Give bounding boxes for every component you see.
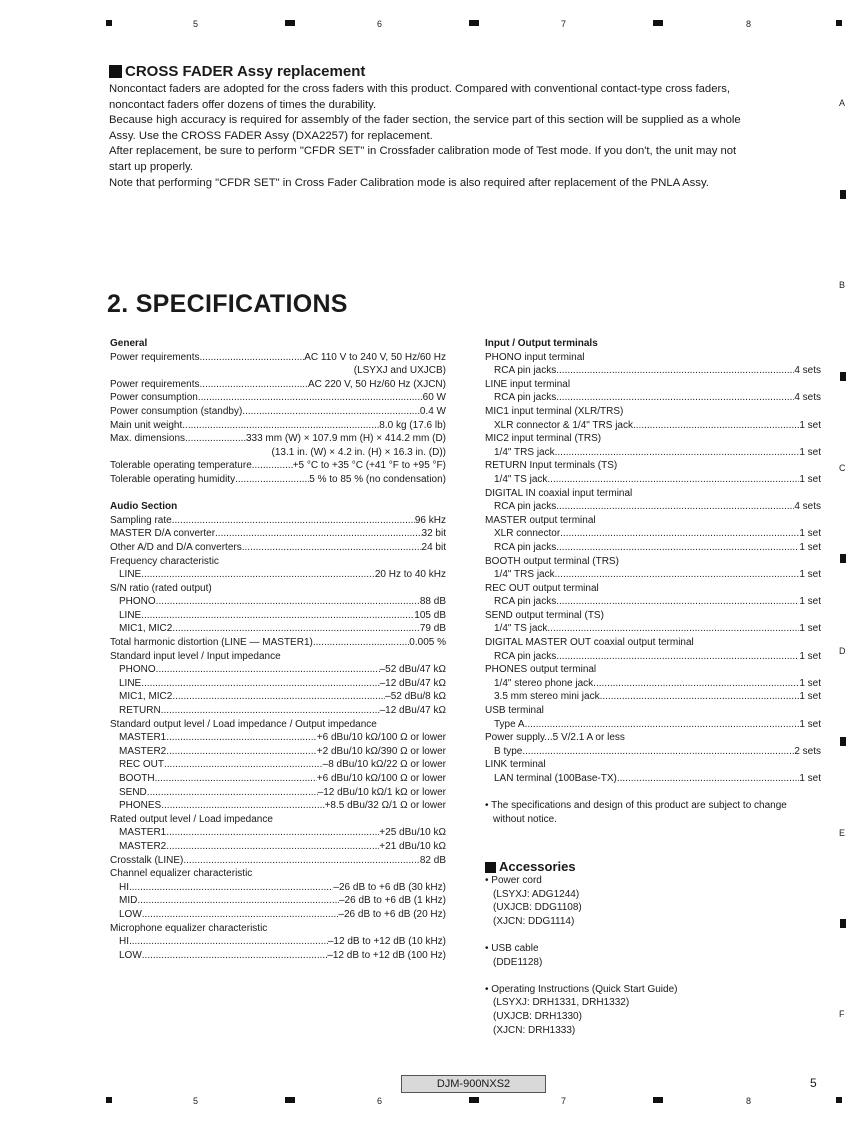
spec-row (110, 826, 446, 840)
spec-row (110, 677, 446, 691)
spec-value: 4 sets (794, 392, 821, 404)
spec-value: –12 dBu/47 kΩ (379, 705, 446, 717)
col-number: 8 (746, 19, 752, 29)
accessory-item (485, 874, 821, 928)
dot-leader (522, 745, 794, 759)
spec-row (110, 772, 446, 786)
spec-label: MASTER2 (119, 745, 167, 757)
spec-value: 4 sets (794, 501, 821, 513)
spec-row (110, 459, 446, 473)
dot-leader (556, 595, 799, 609)
dot-leader (593, 677, 799, 691)
col-number: 6 (377, 1096, 383, 1106)
spec-label: MASTER D/A converter (110, 528, 216, 540)
spec-value: AC 220 V, 50 Hz/60 Hz (XJCN) (307, 378, 446, 390)
dot-leader (556, 650, 799, 664)
spec-label: HI (119, 936, 129, 948)
spec-value: +5 °C to +35 °C (+41 °F to +95 °F) (292, 460, 446, 472)
spec-value: 1 set (799, 623, 821, 635)
spec-label: Power requirements (110, 378, 200, 390)
general-heading: General (110, 338, 148, 349)
spec-row (485, 690, 821, 704)
spec-row (110, 609, 446, 623)
spec-value: 0.005 % (409, 637, 446, 649)
spec-label: LINE (119, 609, 142, 621)
spec-subheading: SEND output terminal (TS) (485, 609, 604, 621)
page-title: 2. SPECIFICATIONS (107, 290, 348, 318)
spec-value: 82 dB (419, 854, 446, 866)
spec-subheading: MIC2 input terminal (TRS) (485, 433, 602, 445)
accessory-name: • Power cord (485, 874, 542, 886)
frame-mark (653, 1097, 663, 1103)
dot-leader (141, 677, 379, 691)
spec-label: Power consumption (standby) (110, 405, 243, 417)
spec-row (485, 718, 821, 732)
paragraph-line: Assy. Use the CROSS FADER Assy (DXA2257) for replacement. (109, 129, 433, 142)
dot-leader (199, 378, 307, 392)
spec-label: LINE (119, 569, 142, 581)
dot-leader (555, 568, 800, 582)
dot-leader (215, 527, 422, 541)
paragraph-line: start up properly. (109, 160, 193, 173)
frame-mark (840, 372, 846, 381)
dot-leader (547, 622, 799, 636)
dot-leader (164, 758, 323, 772)
spec-label: XLR connector & 1/4" TRS jack (494, 419, 633, 431)
dot-leader (556, 541, 799, 555)
spec-row (110, 840, 446, 854)
dot-leader (156, 663, 380, 677)
spec-label: RETURN (119, 705, 161, 717)
spec-subheading: Standard output level / Load impedance / Output impedance (110, 718, 377, 730)
spec-label: Power consumption (110, 392, 198, 404)
spec-label: 3.5 mm stereo mini jack (494, 691, 600, 703)
spec-subheading: Rated output level / Load impedance (110, 813, 273, 825)
spec-row (110, 935, 446, 949)
spec-row (485, 541, 821, 555)
spec-value: +21 dBu/10 kΩ (379, 840, 446, 852)
accessory-item (485, 942, 821, 969)
spec-row (110, 595, 446, 609)
audio-heading: Audio Section (110, 501, 178, 513)
spec-subheading: Frequency characteristic (110, 555, 219, 567)
dot-leader (166, 826, 379, 840)
spec-label: RCA pin jacks (494, 392, 557, 404)
dot-leader (137, 894, 339, 908)
spec-value: –26 dB to +6 dB (30 kHz) (333, 881, 446, 893)
spec-label: HI (119, 881, 129, 893)
spec-value-continuation: (LSYXJ and UXJCB) (353, 365, 446, 377)
spec-row (110, 758, 446, 772)
accessory-part-number: (DDE1128) (493, 956, 543, 968)
frame-mark (285, 20, 295, 26)
audio-spec-list (110, 514, 446, 963)
paragraph-line: Because high accuracy is required for assembly of the fader section, the service part of this section will be supplied as a whole (109, 114, 741, 127)
spec-value: –12 dB to +12 dB (10 kHz) (327, 936, 446, 948)
spec-row (485, 650, 821, 664)
spec-label: REC OUT (119, 759, 164, 771)
spec-row (110, 949, 446, 963)
accessory-part-number: (XJCN: DDG1114) (493, 915, 575, 927)
spec-subheading: DIGITAL MASTER OUT coaxial output terminal (485, 637, 694, 649)
frame-mark (840, 737, 846, 746)
dot-leader (556, 391, 794, 405)
spec-value: –52 dBu/8 kΩ (385, 691, 446, 703)
col-number: 6 (377, 19, 383, 29)
dot-leader (547, 473, 799, 487)
spec-row (110, 799, 446, 813)
dot-leader (142, 908, 339, 922)
spec-label: Type A (494, 718, 525, 730)
dot-leader (600, 690, 800, 704)
spec-row (110, 731, 446, 745)
spec-row (485, 772, 821, 786)
dot-leader (141, 568, 375, 582)
spec-value: 1 set (799, 569, 821, 581)
spec-row (485, 473, 821, 487)
spec-label: LOW (119, 949, 142, 961)
spec-label: Other A/D and D/A converters (110, 541, 242, 553)
row-letter: F (839, 1009, 845, 1019)
spec-value: 32 bit (421, 528, 446, 540)
spec-label: 1/4" TS jack (494, 473, 548, 485)
frame-mark (285, 1097, 295, 1103)
spec-row (110, 391, 446, 405)
spec-value: 20 Hz to 40 kHz (374, 569, 446, 581)
square-bullet-icon (109, 65, 122, 78)
dot-leader (147, 786, 318, 800)
frame-mark (469, 20, 479, 26)
spec-subheading: Standard input level / Input impedance (110, 650, 281, 662)
dot-leader (252, 459, 293, 473)
general-spec-list (110, 351, 446, 487)
spec-row (485, 419, 821, 433)
spec-row (110, 786, 446, 800)
dot-leader (242, 405, 420, 419)
spec-label: Crosstalk (LINE) (110, 854, 184, 866)
dot-leader (617, 772, 799, 786)
frame-mark (840, 190, 846, 199)
spec-value: –12 dB to +12 dB (100 Hz) (327, 949, 446, 961)
spec-subheading: DIGITAL IN coaxial input terminal (485, 487, 633, 499)
spec-label: XLR connector (494, 528, 561, 540)
spec-value: –12 dBu/47 kΩ (379, 677, 446, 689)
frame-mark (836, 1097, 842, 1103)
spec-row (485, 677, 821, 691)
spec-value: –12 dBu/10 kΩ/1 kΩ or lower (317, 786, 446, 798)
spec-row (110, 622, 446, 636)
dot-leader (556, 364, 794, 378)
dot-leader (525, 718, 800, 732)
dot-leader (185, 432, 246, 446)
dot-leader (129, 935, 328, 949)
spec-row (110, 568, 446, 582)
cross-fader-body (109, 82, 829, 191)
spec-row (110, 908, 446, 922)
dot-leader (235, 473, 309, 487)
spec-label: B type (494, 745, 523, 757)
col-number: 5 (193, 1096, 199, 1106)
spec-label: 1/4" TRS jack (494, 569, 555, 581)
spec-value: 1 set (799, 473, 821, 485)
spec-label: 1/4" TRS jack (494, 446, 555, 458)
spec-label: Power requirements (110, 351, 200, 363)
frame-mark (653, 20, 663, 26)
section-heading (109, 63, 829, 80)
spec-value: 88 dB (419, 596, 446, 608)
spec-label: MID (119, 895, 138, 907)
spec-label: Sampling rate (110, 514, 172, 526)
spec-subheading: BOOTH output terminal (TRS) (485, 555, 619, 567)
spec-column-right (485, 337, 821, 1037)
spec-value: AC 110 V to 240 V, 50 Hz/60 Hz (304, 351, 446, 363)
frame-mark (106, 1097, 112, 1103)
spec-value-continuation: (13.1 in. (W) × 4.2 in. (H) × 16.3 in. (D)) (271, 446, 446, 458)
spec-row (485, 745, 821, 759)
spec-value: 1 set (799, 773, 821, 784)
spec-label: Tolerable operating humidity (110, 473, 236, 485)
frame-mark (840, 919, 846, 928)
spec-label: SEND (119, 786, 147, 798)
spec-row (110, 527, 446, 541)
spec-subheading: MASTER output terminal (485, 514, 596, 526)
spec-label: Main unit weight (110, 419, 183, 431)
spec-row (110, 514, 446, 528)
spec-column-left (110, 337, 446, 962)
spec-value: 1 set (799, 677, 821, 689)
spec-value: 8.0 kg (17.6 lb) (379, 419, 446, 431)
accessory-item (485, 983, 821, 1037)
dot-leader (633, 419, 799, 433)
spec-subheading: Channel equalizer characteristic (110, 868, 253, 880)
spec-row (110, 636, 446, 650)
accessory-part-number: (UXJCB: DDG1108) (493, 902, 582, 914)
dot-leader (142, 949, 328, 963)
spec-subheading: PHONO input terminal (485, 351, 585, 363)
dot-leader (156, 595, 420, 609)
spec-value: +6 dBu/10 kΩ/100 Ω or lower (316, 732, 446, 744)
row-letter: E (839, 828, 846, 838)
accessory-part-number: (LSYXJ: DRH1331, DRH1332) (493, 997, 630, 1009)
dot-leader (183, 854, 420, 868)
spec-row (110, 663, 446, 677)
spec-row (110, 881, 446, 895)
spec-row (485, 622, 821, 636)
spec-label: RCA pin jacks (494, 650, 557, 662)
spec-label: Tolerable operating temperature (110, 460, 252, 472)
dot-leader (560, 527, 799, 541)
spec-value: 4 sets (794, 365, 821, 377)
spec-value: –26 dB to +6 dB (20 Hz) (338, 908, 446, 920)
spec-label: MASTER1 (119, 827, 167, 839)
spec-value: 96 kHz (414, 514, 446, 526)
dot-leader (161, 799, 324, 813)
accessory-part-number: (UXJCB: DRH1330) (493, 1010, 582, 1022)
dot-leader (199, 351, 304, 365)
spec-value: 79 dB (419, 623, 446, 635)
square-bullet-icon (485, 862, 496, 873)
row-letter: C (839, 463, 846, 473)
io-heading: Input / Output terminals (485, 338, 598, 349)
spec-row (485, 391, 821, 405)
spec-label: LOW (119, 908, 142, 920)
spec-subheading: Power supply...5 V/2.1 A or less (485, 732, 625, 744)
spec-value: 1 set (799, 650, 821, 662)
spec-label: PHONO (119, 596, 156, 608)
spec-label: RCA pin jacks (494, 596, 557, 608)
frame-mark (840, 554, 846, 563)
accessory-part-number: (LSYXJ: ADG1244) (493, 888, 580, 900)
spec-label: LINE (119, 677, 142, 689)
paragraph-line: After replacement, be sure to perform "CFDR SET" in Crossfader calibration mode of Test mode. If you don't, the unit may not (109, 145, 737, 158)
spec-label: RCA pin jacks (494, 501, 557, 513)
spec-label: MASTER1 (119, 732, 167, 744)
spec-label: PHONES (119, 800, 162, 812)
cross-fader-heading: CROSS FADER Assy replacement (125, 63, 366, 80)
spec-value: +2 dBu/10 kΩ/390 Ω or lower (316, 745, 446, 757)
spec-value: 5 % to 85 % (no condensation) (309, 473, 446, 485)
spec-subheading: LINE input terminal (485, 378, 571, 390)
row-letter: D (839, 646, 846, 656)
paragraph-line: noncontact faders offer dozens of times the durability. (109, 98, 377, 111)
spec-value: 1 set (799, 718, 821, 730)
paragraph-line: Note that performing "CFDR SET" in Cross Fader Calibration mode is also required after replacement of the PNLA Assy. (109, 176, 709, 189)
spec-value: 1 set (799, 541, 821, 553)
footer-model: DJM-900NXS2 (401, 1075, 546, 1093)
spec-value: 1 set (799, 596, 821, 608)
row-letter: B (839, 280, 846, 290)
spec-value: 105 dB (414, 609, 446, 621)
spec-value: 60 W (422, 392, 446, 404)
spec-value: 1 set (799, 446, 821, 458)
cross-fader-section (109, 63, 829, 191)
spec-value: –8 dBu/10 kΩ/22 Ω or lower (322, 759, 446, 771)
spec-value: 1 set (799, 691, 821, 703)
frame-mark (469, 1097, 479, 1103)
accessory-part-number: (XJCN: DRH1333) (493, 1024, 576, 1036)
spec-label: PHONO (119, 664, 156, 676)
dot-leader (313, 636, 409, 650)
dot-leader (555, 446, 800, 460)
spec-row (110, 745, 446, 759)
spec-subheading: PHONES output terminal (485, 664, 597, 676)
spec-label: 1/4" TS jack (494, 623, 548, 635)
dot-leader (166, 745, 317, 759)
spec-label: Total harmonic distortion (LINE — MASTER1) (110, 637, 313, 649)
col-number: 7 (561, 1096, 567, 1106)
spec-value: 333 mm (W) × 107.9 mm (H) × 414.2 mm (D) (245, 433, 446, 445)
spec-row (110, 473, 446, 487)
spec-label: Max. dimensions (110, 433, 186, 445)
spec-label: MIC1, MIC2 (119, 691, 173, 703)
accessories-heading: Accessories (499, 859, 576, 875)
spec-value: +25 dBu/10 kΩ (379, 827, 446, 839)
dot-leader (556, 500, 794, 514)
spec-subheading: Microphone equalizer characteristic (110, 922, 268, 934)
page-number: 5 (810, 1076, 817, 1090)
spec-label: MASTER2 (119, 840, 167, 852)
col-number: 8 (746, 1096, 752, 1106)
spec-label: RCA pin jacks (494, 541, 557, 553)
spec-row (485, 568, 821, 582)
accessory-name: • USB cable (485, 942, 539, 954)
spec-label: 1/4" stereo phone jack (494, 677, 594, 689)
spec-subheading: MIC1 input terminal (XLR/TRS) (485, 405, 624, 417)
spec-row (110, 378, 446, 392)
spec-value: 0.4 W (419, 405, 446, 417)
dot-leader (141, 609, 414, 623)
spec-value: +8.5 dBu/32 Ω/1 Ω or lower (324, 800, 446, 812)
spec-label: LAN terminal (100Base-TX) (494, 773, 617, 784)
spec-row (485, 364, 821, 378)
spec-subheading: REC OUT output terminal (485, 582, 599, 594)
spec-label: MIC1, MIC2 (119, 623, 173, 635)
spec-subheading: USB terminal (485, 705, 544, 717)
spec-value: 2 sets (794, 745, 821, 757)
frame-mark (106, 20, 112, 26)
spec-label: BOOTH (119, 773, 155, 784)
spec-row (110, 432, 446, 446)
spec-row (110, 541, 446, 555)
dot-leader (172, 622, 420, 636)
spec-value: +6 dBu/10 kΩ/100 Ω or lower (316, 773, 446, 784)
spec-row (110, 419, 446, 433)
spec-value: 1 set (799, 528, 821, 540)
spec-row (485, 595, 821, 609)
row-letter: A (839, 98, 846, 108)
spec-note: • The specifications and design of this product are subject to change without notice. (485, 800, 787, 825)
spec-value: –26 dB to +6 dB (1 kHz) (338, 895, 446, 907)
spec-subheading: S/N ratio (rated output) (110, 582, 212, 594)
dot-leader (161, 704, 380, 718)
spec-label: RCA pin jacks (494, 365, 557, 377)
spec-row (485, 527, 821, 541)
spec-subheading: LINK terminal (485, 759, 546, 771)
spec-row (110, 704, 446, 718)
dot-leader (129, 881, 333, 895)
dot-leader (198, 391, 423, 405)
accessory-name: • Operating Instructions (Quick Start Guide) (485, 983, 678, 995)
col-number: 5 (193, 19, 199, 29)
dot-leader (182, 419, 379, 433)
accessories-list (485, 874, 821, 1037)
spec-row (110, 351, 446, 365)
dot-leader (172, 514, 415, 528)
frame-mark (836, 20, 842, 26)
spec-row (110, 405, 446, 419)
io-spec-list (485, 351, 821, 786)
accessories-heading-row (485, 860, 821, 874)
spec-row (110, 854, 446, 868)
dot-leader (166, 840, 379, 854)
col-number: 7 (561, 19, 567, 29)
spec-row (110, 690, 446, 704)
spec-row (110, 894, 446, 908)
spec-row (485, 446, 821, 460)
dot-leader (242, 541, 422, 555)
spec-value: 24 bit (421, 541, 446, 553)
spec-subheading: RETURN Input terminals (TS) (485, 460, 618, 472)
dot-leader (155, 772, 317, 786)
dot-leader (166, 731, 317, 745)
dot-leader (172, 690, 385, 704)
spec-value: 1 set (799, 419, 821, 431)
spec-row (485, 500, 821, 514)
paragraph-line: Noncontact faders are adopted for the cross faders with this product. Compared with conventional contact-type cross faders, (109, 83, 731, 95)
spec-value: –52 dBu/47 kΩ (379, 664, 446, 676)
